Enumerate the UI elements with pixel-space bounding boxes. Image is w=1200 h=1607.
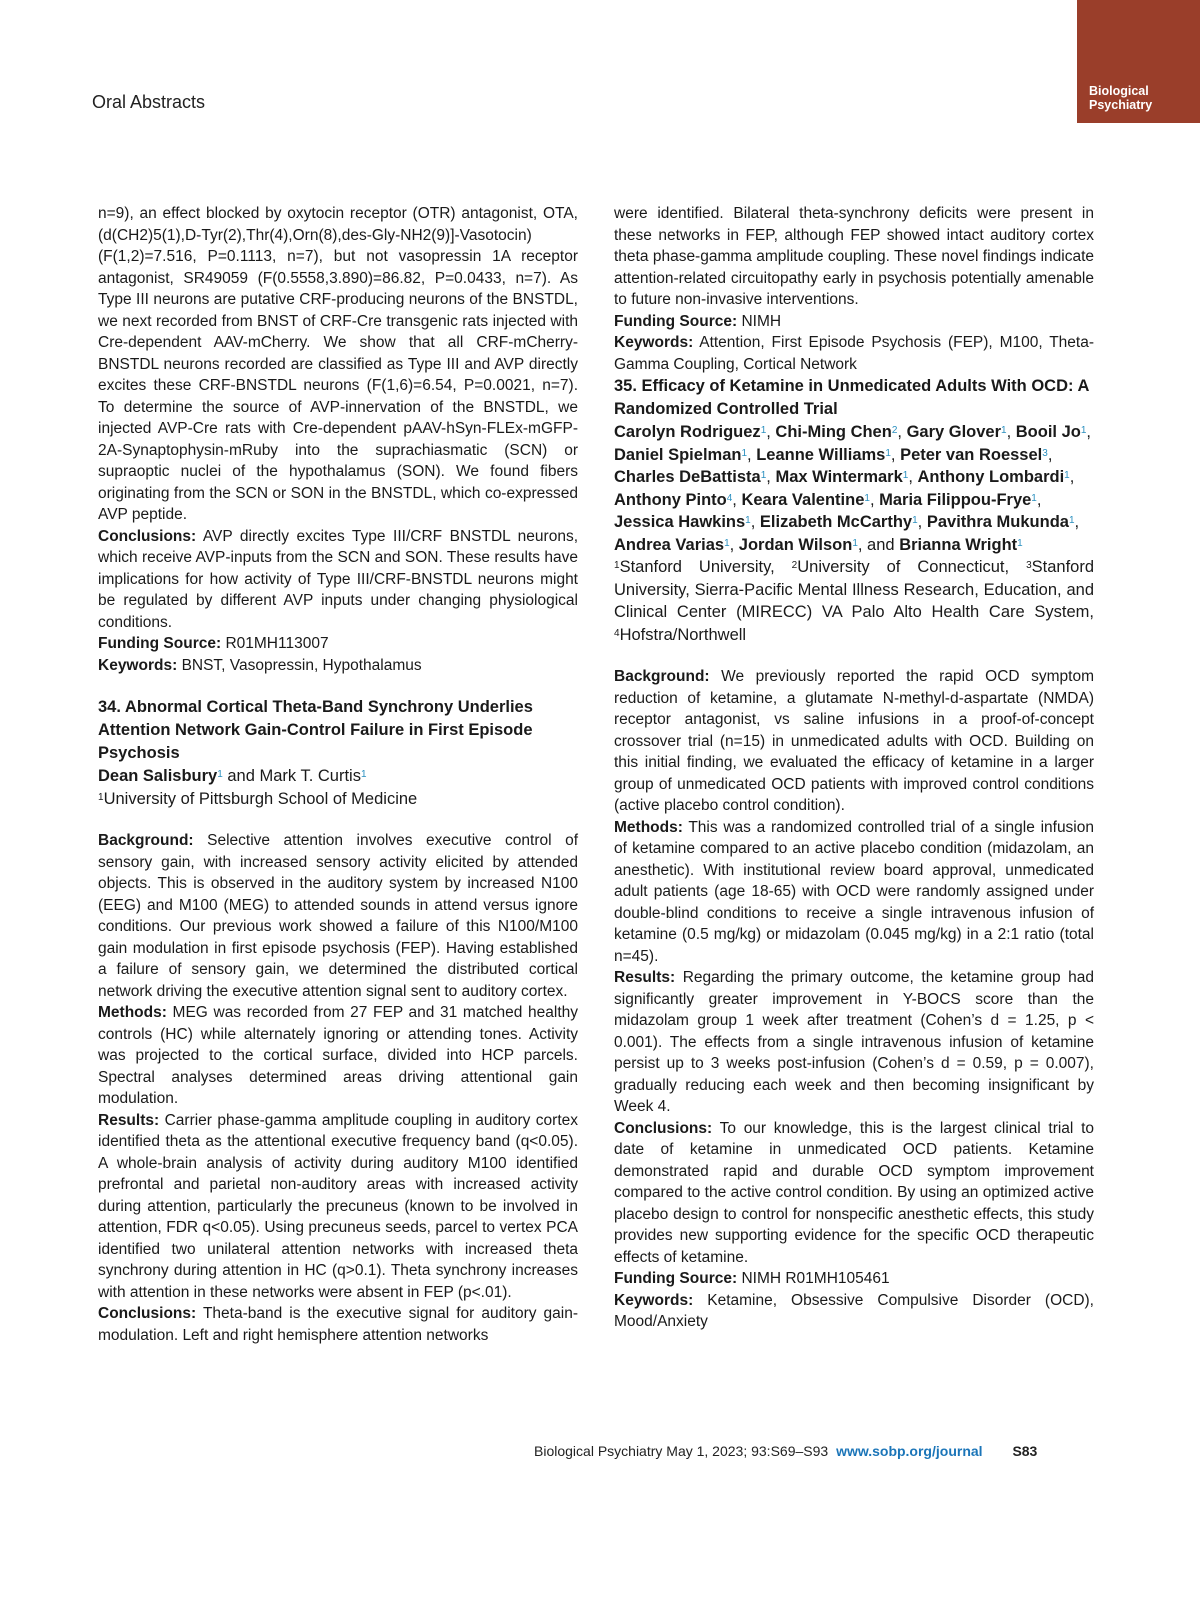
funding-label: Funding Source: — [614, 1270, 738, 1287]
author-separator: , — [869, 490, 880, 509]
keywords-text: Attention, First Episode Psychosis (FEP), M100, Theta-Gamma Coupling, Cortical Network — [614, 334, 1094, 373]
author-affil-sup: 1 — [912, 515, 918, 526]
author-name: Jessica Hawkins — [614, 513, 746, 531]
author-name: Peter van Roessel — [900, 445, 1043, 464]
author-affil-sup: 1 — [745, 515, 751, 526]
keywords-label: Keywords: — [614, 1291, 694, 1309]
author-affil-sup: 1 — [1001, 425, 1007, 436]
author-separator: , — [1074, 513, 1080, 531]
keywords-paragraph — [614, 1290, 1094, 1333]
background-paragraph — [614, 666, 1094, 817]
results-text: Carrier phase-gamma amplitude coupling in auditory cortex identified theta as the attentional executive frequency band (q<0.05). A whole-brain analysis of activity during auditory M100 identified prefrontal and parietal non-auditory areas with increased activity during attention, particularly the precuneus (known to be involved in attention, FDR q<0.05). Using precuneus seeds, parcel to vertex PCA identified two unilateral attention networks with increased theta synchrony during attention in HC (q>0.1). Theta synchrony increases with attention in these networks were absent in FEP (p<.01). — [98, 1111, 578, 1301]
funding-label: Funding Source: — [98, 635, 222, 652]
abstract-35-title: 35. Efficacy of Ketamine in Unmedicated Adults With OCD: A Randomized Controlled Trial — [614, 377, 1089, 418]
author-name: Booil Jo — [1015, 423, 1081, 441]
affil-text: Stanford University, Sierra-Pacific Mental Illness Research, Education, and Clinical Center (MIRECC) VA Palo Alto Health Care System, — [614, 558, 1094, 621]
conclusions-label: Conclusions: — [98, 527, 197, 545]
keywords-text: Ketamine, Obsessive Compulsive Disorder (OCD), Mood/Anxiety — [614, 1291, 1094, 1330]
journal-url-link[interactable]: www.sobp.org/journal — [836, 1443, 983, 1459]
author-affil-sup: 3 — [1042, 447, 1048, 459]
author-separator: , — [732, 490, 742, 509]
author-name: Brianna Wright — [899, 535, 1018, 554]
methods-text: MEG was recorded from 27 FEP and 31 matched healthy controls (HC) while alternately ignoring or attending tones. Activity was projected to the cortical surface, divided into HCP parcels. Spectral analyses determined areas driving attentional gain modulation. — [98, 1004, 578, 1107]
author-separator: , — [766, 423, 776, 441]
conclusions-label: Conclusions: — [98, 1305, 197, 1322]
author-name: Anthony Pinto — [614, 490, 727, 509]
author-separator: , — [1006, 423, 1016, 441]
author-separator: , — [729, 535, 739, 554]
author-separator: , — [1047, 445, 1053, 464]
author-name: Pavithra Mukunda — [926, 513, 1069, 531]
page-footer — [534, 1443, 1037, 1459]
author-name: Andrea Varias — [614, 535, 725, 554]
author-affil-sup: 1 — [1068, 515, 1075, 526]
author-affil-sup: 1 — [741, 447, 748, 459]
affil-text: University of Pittsburgh School of Medicine — [103, 789, 418, 808]
methods-paragraph — [98, 1002, 578, 1110]
author-separator: , — [747, 445, 757, 464]
page-number: S83 — [1012, 1443, 1038, 1459]
abstract-34-affiliation — [98, 788, 578, 811]
affil-sup: 1 — [614, 560, 620, 571]
brand-line-1: Biological — [1089, 84, 1149, 98]
author-affil-sup: 1 — [724, 537, 730, 549]
author-name: Max Wintermark — [775, 468, 903, 486]
left-column — [98, 203, 578, 1346]
continued-text: n=9), an effect blocked by oxytocin receptor (OTR) antagonist, OTA, (d(CH2)5(1),D-Tyr(2),Thr(4),Orn(8),des-Gly-NH2(9)]-Vasotocin) (F(1,2)=7.516, P=0.1113, n=7), but not vasopressin 1A receptor antagonist, SR49059 (F(0.5558,3.890)=86.82, P=0.0433, n=7). As Type III neurons are putative CRF-producing neurons of the BNSTDL, we next recorded from BNST of CRF-Cre transgenic rats injected with Cre-dependent AAV-mCherry. We show that all CRF-mCherry-BNSTDL neurons recorded are classified as Type III and AVP directly excites these CRF-BNSTDL neurons (F(1,6)=6.54, P=0.0021, n=7). To determine the source of AVP-innervation of the BNSTDL, we injected AVP-Cre rats with Cre-dependent pAAV-hSyn-FLEx-mGFP-2A-Synaptophysin-mRuby into the suprachiasmatic (SCN) or supraoptic nuclei of the hypothalamus (SON). We found fibers originating from the SCN or SON in the BNSTDL, which co-expressed AVP peptide. — [98, 205, 578, 523]
methods-text: This was a randomized controlled trial of a single infusion of ketamine compared to an active placebo condition (midazolam, an anesthetic). With institutional review board approval, unmedicated adult patients (age 18-65) with OCD were randomly assigned under double-blind conditions to receive a single intravenous infusion of ketamine (0.5 mg/kg) or midazolam (0.045 mg/kg) in a 2:1 ratio (total n=45). — [614, 818, 1094, 965]
methods-paragraph — [614, 817, 1094, 968]
author-affil-sup: 1 — [760, 425, 767, 436]
funding-paragraph — [98, 633, 578, 655]
author-affil-sup: 1 — [1064, 470, 1070, 481]
background-label: Background: — [98, 832, 194, 849]
author-separator: , — [1069, 468, 1075, 486]
author-affil-sup: 1 — [360, 769, 367, 780]
affil-sup: 4 — [614, 627, 620, 639]
affil-text: Stanford University, — [619, 558, 792, 576]
conclusions-text: To our knowledge, this is the largest clinical trial to date of ketamine in unmedicated OCD patients. Ketamine demonstrated rapid and durable OCD symptom improvement compared to the active control condition. By using an optimized active placebo design to control for nonspecific anesthetic effects, this study provides new supporting evidence for the specific OCD therapeutic effects of ketamine. — [614, 1119, 1094, 1266]
funding-paragraph — [614, 1268, 1094, 1290]
author-name: Keara Valentine — [741, 490, 865, 509]
funding-text: R01MH113007 — [225, 635, 329, 652]
continued-text: were identified. Bilateral theta-synchrony deficits were present in these networks in FEP, although FEP showed intact auditory cortex theta phase-gamma amplitude coupling. These novel findings indicate attention-related circuitopathy early in psychosis potentially amenable to future non-invasive interventions. — [614, 205, 1094, 308]
author-name: Elizabeth McCarthy — [759, 513, 913, 531]
conclusions-paragraph — [98, 526, 578, 634]
results-paragraph — [98, 1110, 578, 1304]
abstract-35-authors — [614, 421, 1094, 556]
author-name: Maria Filippou-Frye — [879, 490, 1032, 509]
funding-label: Funding Source: — [614, 312, 738, 330]
author-name: and Mark T. Curtis — [227, 767, 361, 785]
results-label: Results: — [614, 969, 676, 986]
affil-text: Hofstra/Northwell — [619, 625, 747, 644]
author-name: Gary Glover — [906, 423, 1002, 441]
author-name: Chi-Ming Chen — [775, 423, 892, 441]
conclusions-paragraph — [98, 1303, 578, 1346]
author-affil-sup: 4 — [726, 492, 733, 504]
affil-sup: 3 — [1026, 560, 1032, 571]
author-separator: , — [750, 513, 760, 531]
keywords-text: BNST, Vasopressin, Hypothalamus — [181, 656, 422, 674]
author-name: Anthony Lombardi — [917, 468, 1065, 486]
background-paragraph — [98, 830, 578, 1002]
author-affil-sup: 1 — [1031, 492, 1037, 504]
background-label: Background: — [614, 668, 710, 685]
conclusions-text: AVP directly excites Type III/CRF BNSTDL neurons, which receive AVP-inputs from the SCN and SON. These results have implications for how activity of Type III/CRF-BNSTDL neurons might be regulated by different AVP inputs under changing physiological conditions. — [98, 527, 578, 631]
keywords-label: Keywords: — [614, 334, 694, 351]
author-name: Carolyn Rodriguez — [614, 423, 761, 441]
author-separator: , — [766, 468, 776, 486]
abstract-34-title: 34. Abnormal Cortical Theta-Band Synchrony Underlies Attention Network Gain-Control Failure in First Episode Psychosis — [98, 698, 533, 762]
background-text: Selective attention involves executive control of sensory gain, with increased sensory activity elicited by attended objects. This is observed in the auditory system by increased N100 (EEG) and M100 (MEG) to attended sounds in attend versus ignore conditions. Our previous work showed a failure of this N100/M100 gain modulation in first episode psychosis (FEP). Having established a failure of sensory gain, we determined the distributed cortical network driving the executive attention signal sent to auditory cortex. — [98, 832, 578, 1000]
keywords-paragraph — [98, 655, 578, 677]
author-name: Dean Salisbury — [98, 767, 218, 785]
abstract-34-authors — [98, 765, 578, 788]
author-separator: , — [917, 513, 927, 531]
author-affil-sup: 1 — [760, 470, 767, 481]
author-name: Daniel Spielman — [614, 445, 742, 464]
right-column — [614, 203, 1094, 1333]
author-affil-sup: 1 — [885, 447, 891, 459]
background-text: We previously reported the rapid OCD symptom reduction of ketamine, a glutamate N-methyl-d-aspartate (NMDA) receptor antagonist, vs saline infusions in a proof-of-concept crossover trial (n=15) in unmedicated adults with OCD. Building on this initial finding, we evaluated the efficacy of ketamine in a larger group of unmedicated OCD patients with improved control conditions (active placebo control condition). — [614, 668, 1094, 814]
methods-label: Methods: — [614, 818, 683, 836]
author-separator: , — [1086, 423, 1092, 441]
affil-text: University of Connecticut, — [797, 558, 1027, 576]
author-affil-sup: 1 — [864, 492, 870, 504]
conclusions-label: Conclusions: — [614, 1119, 713, 1137]
keywords-label: Keywords: — [98, 656, 178, 674]
footer-citation: Biological Psychiatry May 1, 2023; 93:S69–S93 — [534, 1443, 829, 1459]
brand-line-2: Psychiatry — [1089, 98, 1153, 112]
author-affil-sup: 1 — [902, 470, 909, 481]
methods-label: Methods: — [98, 1004, 167, 1021]
results-text: Regarding the primary outcome, the ketamine group had significantly greater improvement in Y-BOCS score than the midazolam group 1 week after treatment (Cohen’s d = 1.25, p < 0.001). The effects from a single intravenous infusion of ketamine persist up to 3 weeks post-infusion (Cohen’s d = 0.59, p = 0.007), gradually reducing each week and then becoming insignificant by Week 4. — [614, 969, 1094, 1115]
author-affil-sup: 1 — [1080, 425, 1087, 436]
affil-sup: 1 — [98, 791, 104, 803]
author-separator: , — [897, 423, 907, 441]
results-paragraph — [614, 967, 1094, 1118]
author-affil-sup: 2 — [891, 425, 898, 436]
results-label: Results: — [98, 1111, 160, 1129]
author-name: Jordan Wilson — [738, 535, 853, 554]
author-name: Charles DeBattista — [614, 468, 761, 486]
journal-logo-text — [1089, 84, 1152, 112]
funding-text: NIMH — [741, 312, 782, 330]
affil-sup: 2 — [791, 560, 798, 571]
author-separator: , and — [857, 535, 900, 554]
author-separator: , — [890, 445, 901, 464]
conclusions-paragraph — [614, 1118, 1094, 1269]
section-label: Oral Abstracts — [92, 92, 206, 112]
abstract-35-affiliation — [614, 556, 1094, 646]
funding-text: NIMH R01MH105461 — [741, 1270, 890, 1287]
journal-brand-tab — [1077, 0, 1200, 123]
author-affil-sup: 1 — [852, 537, 858, 549]
author-name: Leanne Williams — [756, 445, 886, 464]
conclusions-text: Theta-band is the executive signal for auditory gain-modulation. Left and right hemisphere attention networks — [98, 1305, 579, 1344]
author-affil-sup: 1 — [217, 769, 223, 780]
keywords-paragraph — [614, 332, 1094, 375]
author-affil-sup: 1 — [1017, 537, 1023, 549]
funding-paragraph — [614, 311, 1094, 333]
author-separator: , — [1036, 490, 1042, 509]
author-separator: , — [908, 468, 918, 486]
